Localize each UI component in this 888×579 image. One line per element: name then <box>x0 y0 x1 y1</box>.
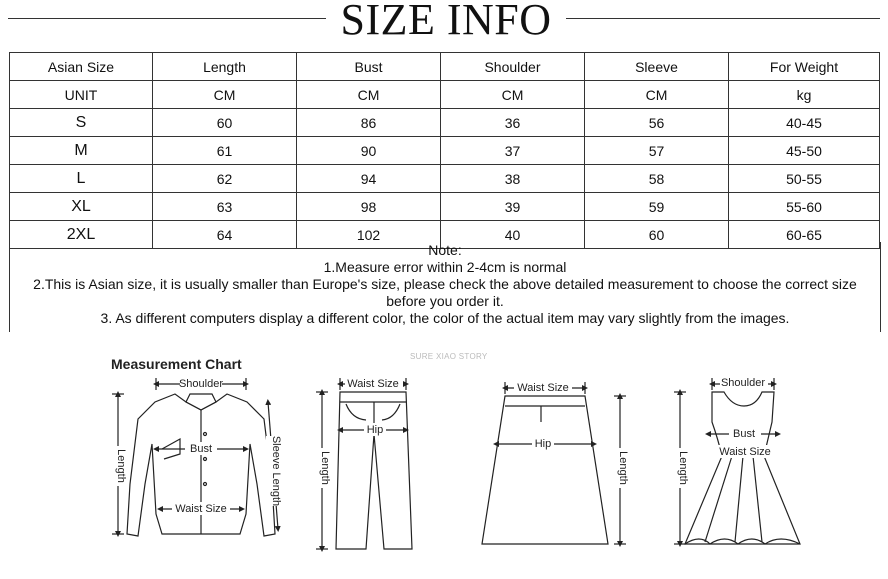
dress-bust-label: Bust <box>732 428 756 440</box>
skirt-length-label: Length <box>617 451 629 485</box>
dress-figure <box>674 378 800 544</box>
table-cell: 64 <box>153 221 297 249</box>
table-cell: 94 <box>297 165 441 193</box>
table-cell: 59 <box>585 193 729 221</box>
table-cell: 60 <box>585 221 729 249</box>
shirt-waist-label: Waist Size <box>175 503 227 515</box>
table-cell: For Weight <box>729 53 880 81</box>
skirt-waist-label: Waist Size <box>517 382 569 394</box>
table-cell: 56 <box>585 109 729 137</box>
skirt-hip-label: Hip <box>534 438 552 450</box>
table-cell: Sleeve <box>585 53 729 81</box>
dress-length-label: Length <box>677 451 689 485</box>
table-row <box>10 109 880 137</box>
size-table <box>9 52 880 249</box>
table-cell: 40 <box>441 221 585 249</box>
header <box>0 0 888 44</box>
shirt-bust-label: Bust <box>189 443 213 455</box>
table-cell: CM <box>585 81 729 109</box>
table-cell: 86 <box>297 109 441 137</box>
table-row <box>10 137 880 165</box>
table-unit-row <box>10 81 880 109</box>
table-cell: 57 <box>585 137 729 165</box>
table-cell: 60 <box>153 109 297 137</box>
notes-heading: Note: <box>428 242 462 258</box>
table-cell: CM <box>153 81 297 109</box>
table-cell: 36 <box>441 109 585 137</box>
table-cell: UNIT <box>10 81 153 109</box>
table-cell: Asian Size <box>10 53 153 81</box>
table-cell: 60-65 <box>729 221 880 249</box>
table-cell: 50-55 <box>729 165 880 193</box>
shirt-shoulder-label: Shoulder <box>178 378 224 390</box>
table-row <box>10 193 880 221</box>
table-cell: 37 <box>441 137 585 165</box>
page-title: SIZE INFO <box>340 0 552 44</box>
table-cell: XL <box>10 193 153 221</box>
note-line-2a: 2.This is Asian size, it is usually smaller than Europe's size, please check the above detailed measurement to choose the correct size <box>33 276 857 292</box>
table-cell: 58 <box>585 165 729 193</box>
table-row <box>10 165 880 193</box>
watermark-text: SURE XIAO STORY <box>410 352 488 361</box>
table-cell: 55-60 <box>729 193 880 221</box>
table-cell: Length <box>153 53 297 81</box>
measurement-chart <box>100 344 888 576</box>
table-cell: M <box>10 137 153 165</box>
pants-length-label: Length <box>319 451 331 485</box>
dress-shoulder-label: Shoulder <box>720 377 766 389</box>
table-cell: 63 <box>153 193 297 221</box>
header-rule-left <box>8 18 326 19</box>
table-cell: 39 <box>441 193 585 221</box>
measurement-chart-title: Measurement Chart <box>111 356 242 372</box>
table-cell: S <box>10 109 153 137</box>
skirt-figure <box>482 382 626 544</box>
note-line-3: 3. As different computers display a different color, the color of the actual item may vary slightly from the images. <box>100 310 790 326</box>
table-cell: 61 <box>153 137 297 165</box>
table-cell: Bust <box>297 53 441 81</box>
table-cell: 2XL <box>10 221 153 249</box>
table-cell: 40-45 <box>729 109 880 137</box>
header-rule-right <box>566 18 880 19</box>
table-cell: 90 <box>297 137 441 165</box>
table-cell: CM <box>441 81 585 109</box>
note-line-2b: before you order it. <box>386 293 504 309</box>
table-cell: 98 <box>297 193 441 221</box>
table-cell: 62 <box>153 165 297 193</box>
table-cell: kg <box>729 81 880 109</box>
pants-hip-label: Hip <box>366 424 384 436</box>
note-line-1: 1.Measure error within 2-4cm is normal <box>323 259 567 275</box>
table-cell: Shoulder <box>441 53 585 81</box>
dress-waist-label: Waist Size <box>719 446 771 458</box>
table-cell: 38 <box>441 165 585 193</box>
table-cell: 102 <box>297 221 441 249</box>
table-cell: 45-50 <box>729 137 880 165</box>
pants-waist-label: Waist Size <box>347 378 399 390</box>
shirt-sleeve-label: Sleeve Length <box>270 435 282 507</box>
table-cell: CM <box>297 81 441 109</box>
table-header-row <box>10 53 880 81</box>
notes-block <box>9 242 881 332</box>
table-cell: L <box>10 165 153 193</box>
shirt-length-label: Length <box>115 449 127 483</box>
